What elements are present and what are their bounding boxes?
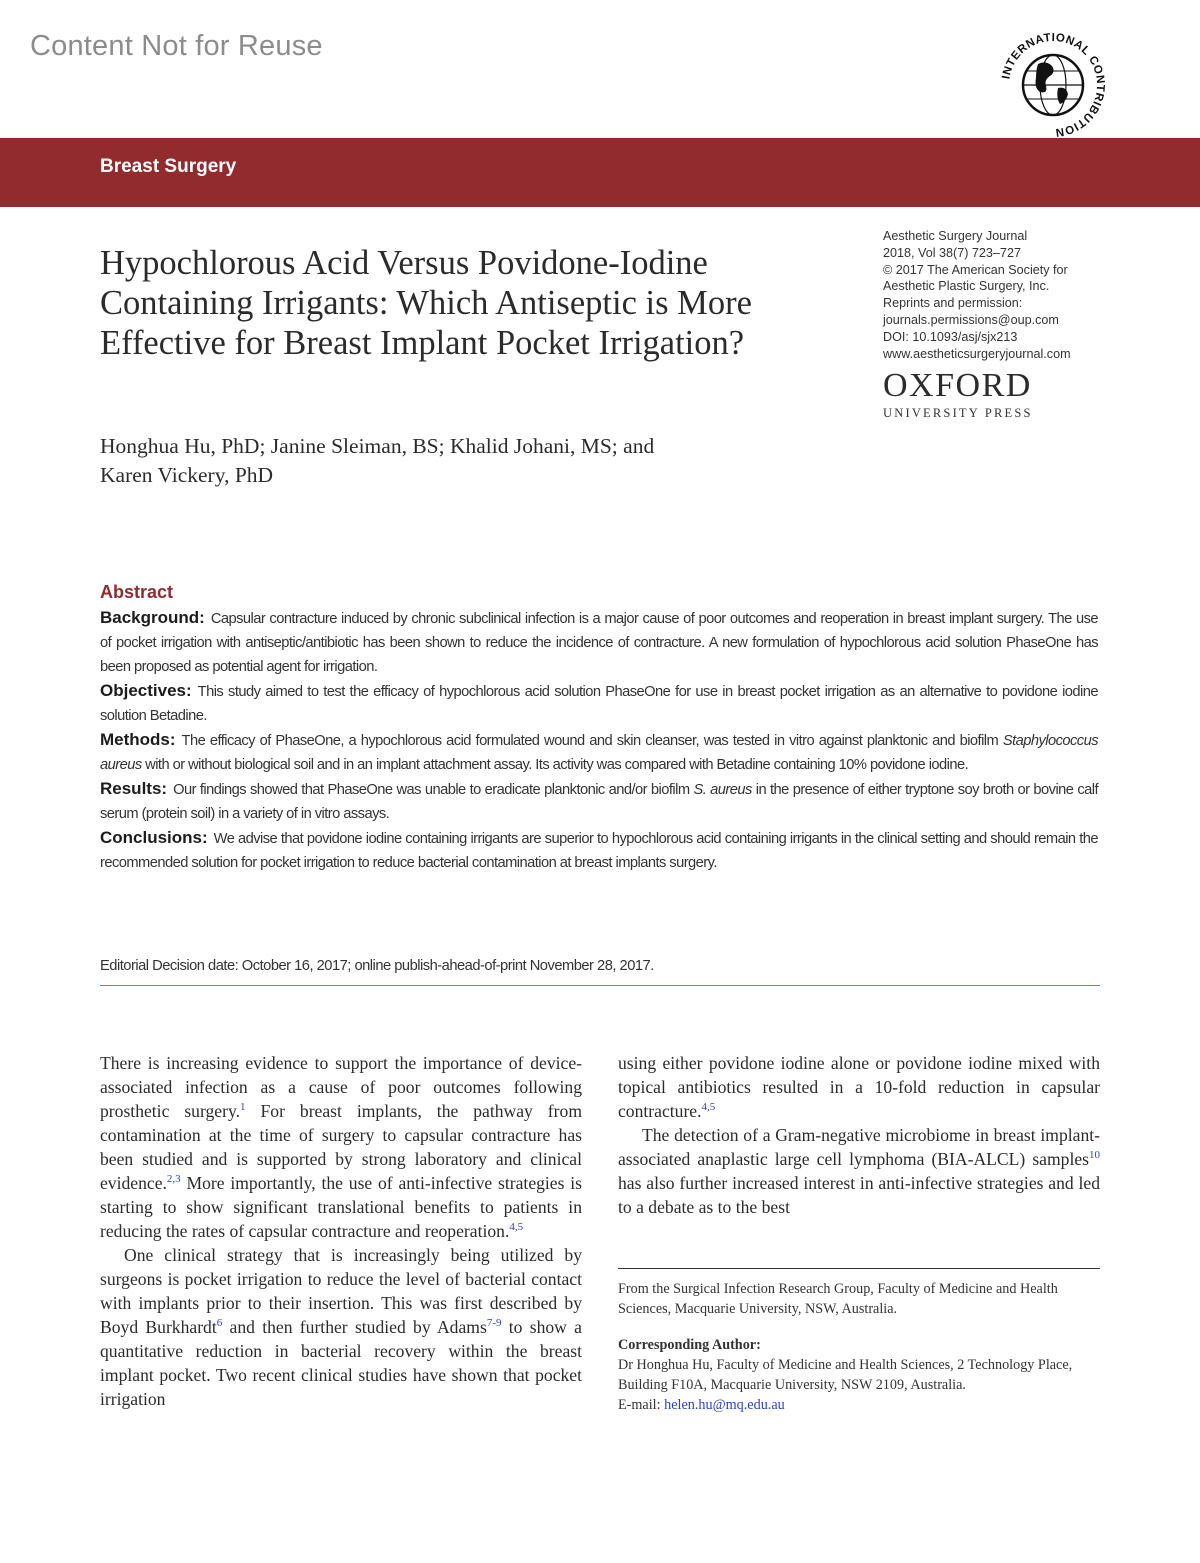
body-column-right	[618, 1051, 1100, 1219]
author-line: Honghua Hu, PhD; Janine Sleiman, BS; Khalid Johani, MS; and	[100, 434, 655, 458]
corresponding-author-block	[618, 1335, 1100, 1415]
body-paragraph: using either povidone iodine alone or povidone iodine mixed with topical antibiotics resulted in a 10-fold reduction in capsular contracture.$^{4,5}$	[618, 1053, 1100, 1121]
abstract-objectives	[100, 679, 1098, 728]
body-paragraph: One clinical strategy that is increasingly being utilized by surgeons is pocket irrigation to reduce the level of bacterial contact with implants prior to their insertion. This was first described by Boyd Burkhardt$^6$ and then further studied by Adams$^{7-9}$ to show a quantitative reduction in bacterial recovery within the breast implant pocket. Two recent clinical studies have shown that pocket irrigation	[100, 1245, 582, 1409]
editorial-decision-date: Editorial Decision date: October 16, 2017; online publish-ahead-of-print November 28, 2017.	[100, 958, 654, 974]
methods-label: Methods:	[100, 730, 176, 749]
email-link[interactable]: helen.hu@mq.edu.au	[664, 1397, 785, 1413]
species-name: S. aureus	[693, 782, 752, 798]
author-list	[100, 432, 820, 490]
background-label: Background:	[100, 608, 205, 627]
seal-text: INTERNATIONAL CONTRIBUTION	[1000, 31, 1107, 139]
abstract-body	[100, 606, 1098, 875]
copyright-line: © 2017 The American Society for	[883, 262, 1068, 277]
methods-text: The efficacy of PhaseOne, a hypochlorous acid formulated wound and skin cleanser, was tested in vitro against planktonic and biofilm	[181, 733, 999, 749]
journal-info-block	[883, 228, 1143, 362]
citation-link[interactable]: 4,5	[701, 1101, 716, 1114]
publisher-name: OXFORD	[883, 367, 1032, 404]
results-label: Results:	[100, 779, 168, 798]
citation-link[interactable]: 1	[240, 1101, 246, 1114]
divider	[100, 985, 1100, 986]
affiliation-footnote: From the Surgical Infection Research Group, Faculty of Medicine and Health Sciences, Macquarie University, NSW, Australia.	[618, 1281, 1058, 1317]
copyright-holder: Aesthetic Plastic Surgery, Inc.	[883, 279, 1050, 294]
citation-link[interactable]: 10	[1089, 1149, 1100, 1162]
journal-url: www.aestheticsurgeryjournal.com	[883, 346, 1071, 361]
citation-link[interactable]: 6	[216, 1317, 223, 1330]
citation-link[interactable]: 4,5	[509, 1221, 524, 1234]
citation-link[interactable]: 7-9	[486, 1317, 502, 1330]
article-title: Hypochlorous Acid Versus Povidone-Iodine Containing Irrigants: Which Antiseptic is More Effective for Breast Implant Pocket Irrigation?	[100, 244, 752, 362]
abstract-methods	[100, 728, 1098, 777]
doi: DOI: 10.1093/asj/sjx213	[883, 329, 1018, 344]
results-text: Our findings showed that PhaseOne was unable to eradicate planktonic and/or biofilm	[173, 782, 690, 798]
body-column-left	[100, 1051, 582, 1411]
international-contribution-seal	[998, 30, 1108, 140]
reprints-label: Reprints and permission:	[883, 296, 1023, 311]
journal-name: Aesthetic Surgery Journal	[883, 229, 1028, 243]
abstract-background	[100, 606, 1098, 679]
abstract-conclusions	[100, 826, 1098, 875]
journal-volume: 2018, Vol 38(7) 723–727	[883, 245, 1021, 260]
abstract-heading: Abstract	[100, 582, 174, 602]
section-label: Breast Surgery	[100, 156, 237, 177]
footnote-divider	[618, 1268, 1100, 1269]
background-text: Capsular contracture induced by chronic subclinical infection is a major cause of poor outcomes and reoperation in breast implant surgery. The use of pocket irrigation with antiseptic/antibiotic has been shown to reduce the incidence of contracture. A new formulation of hypochlorous acid solution PhaseOne has been proposed as potential agent for irrigation.	[100, 611, 1098, 675]
conclusions-text: We advise that povidone iodine containing irrigants are superior to hypochlorous acid containing irrigants in the clinical setting and should remain the recommended solution for pocket irrigation to reduce bacterial contamination at breast implants surgery.	[100, 831, 1098, 871]
corresponding-author-address: Dr Honghua Hu, Faculty of Medicine and Health Sciences, 2 Technology Place, Building F10A, Macquarie University, NSW 2109, Australia.	[618, 1357, 1073, 1393]
species-name: Staphylococcus aureus	[100, 733, 1099, 773]
body-paragraph: There is increasing evidence to support the importance of device-associated infection as a cause of poor outcomes following prosthetic surgery.$^1$ For breast implants, the pathway from contamination at the time of surgery to capsular contracture has been studied and is supported by strong laboratory and clinical evidence.$^{2,3}$ More importantly, the use of anti-infective strategies is starting to show significant translational benefits to patients in reducing the rates of capsular contracture and reoperation.$^{4,5}$	[100, 1053, 583, 1241]
permissions-email: journals.permissions@oup.com	[883, 312, 1059, 327]
watermark-text: Content Not for Reuse	[30, 30, 323, 62]
citation-link[interactable]: 2,3	[166, 1173, 181, 1186]
methods-text: with or without biological soil and in an implant attachment assay. Its activity was compared with Betadine containing 10% povidone iodine.	[145, 757, 969, 773]
email-line	[618, 1395, 1100, 1415]
corresponding-author-heading: Corresponding Author:	[618, 1337, 761, 1353]
body-paragraph: The detection of a Gram-negative microbiome in breast implant-associated anaplastic large cell lymphoma (BIA-ALCL) samples$^{10}$ has also further increased interest in anti-infective strategies and led to a debate as to the best	[618, 1125, 1100, 1217]
publisher-subtitle: UNIVERSITY PRESS	[883, 406, 1033, 420]
author-line: Karen Vickery, PhD	[100, 463, 274, 487]
objectives-text: This study aimed to test the efficacy of hypochlorous acid solution PhaseOne for use in breast pocket irrigation as an alternative to povidone iodine solution Betadine.	[100, 684, 1098, 724]
objectives-label: Objectives:	[100, 681, 192, 700]
email-label: E-mail:	[618, 1397, 665, 1413]
abstract-results	[100, 777, 1098, 826]
publisher-logo	[883, 368, 1033, 421]
results-text: in the presence of either tryptone soy broth or bovine calf serum (protein soil) in a variety of in vitro assays.	[100, 782, 1099, 822]
conclusions-label: Conclusions:	[100, 828, 208, 847]
